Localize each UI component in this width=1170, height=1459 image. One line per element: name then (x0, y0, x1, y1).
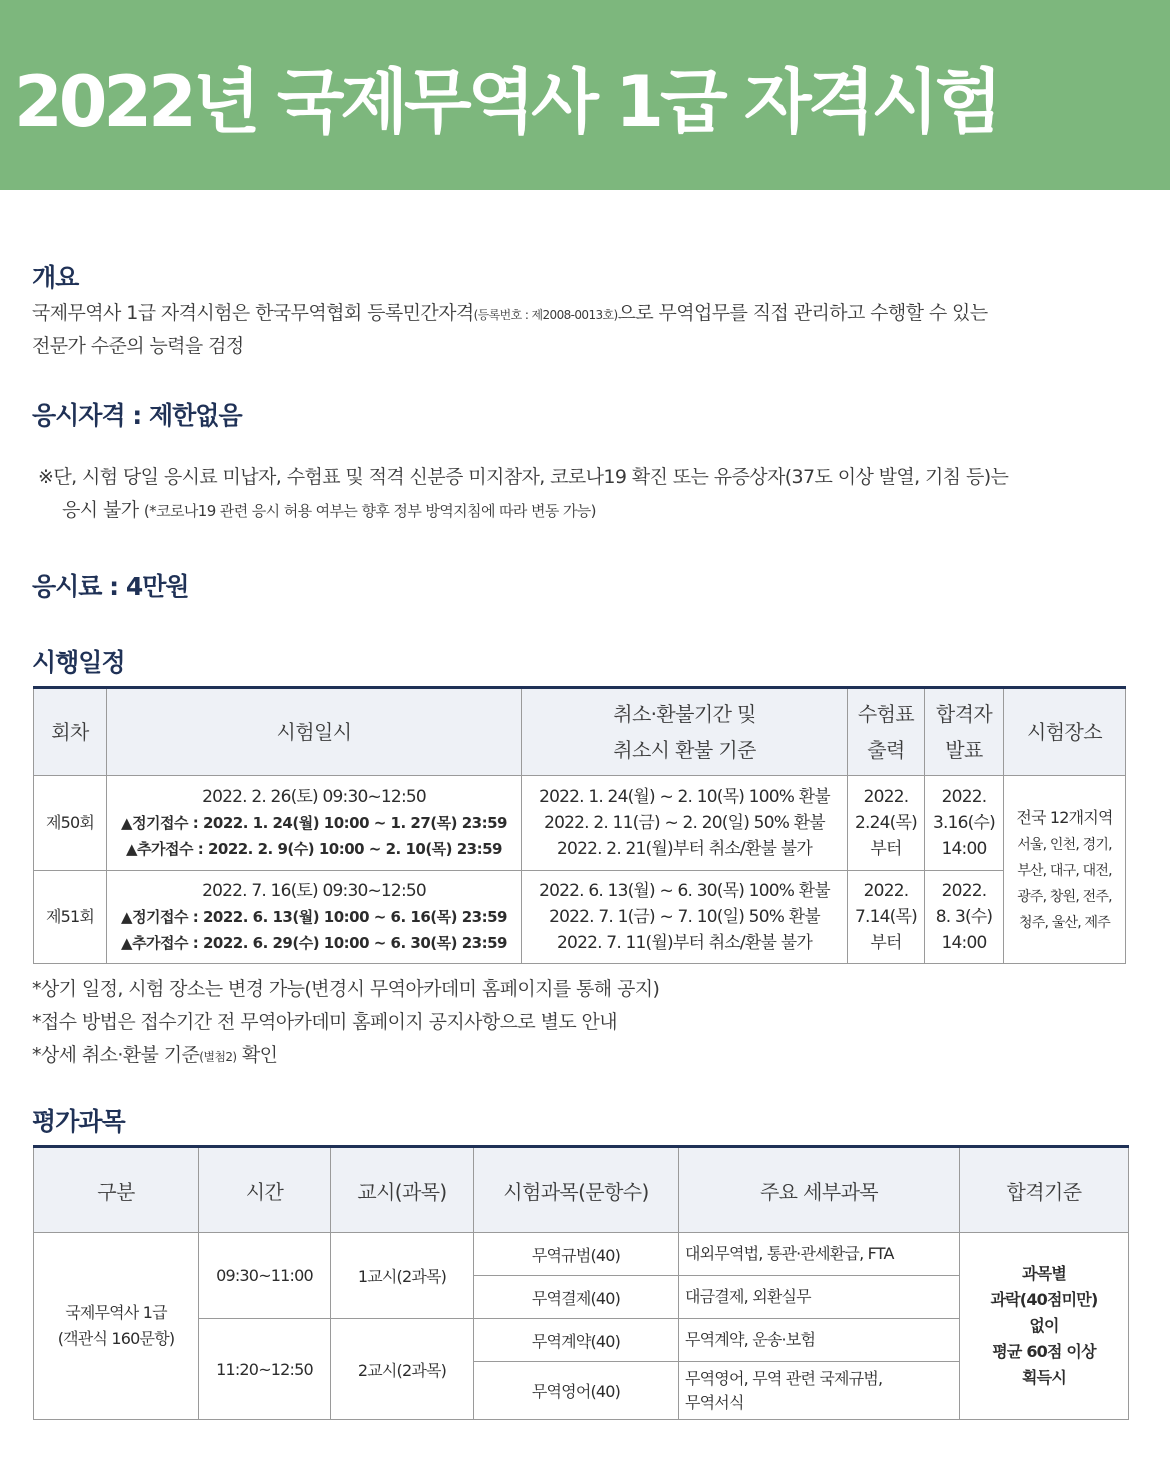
overview-line-1 (32, 298, 988, 325)
additional-registration: ▲추가접수 : 2022. 6. 29(수) 10:00 ~ 6. 30(목) 23:59 (121, 934, 507, 952)
session2-time: 11:20~12:50 (199, 1319, 331, 1420)
ticket-from: 부터 (870, 933, 902, 953)
header-result-line-2: 발표 (945, 738, 983, 762)
subject-cell: 무역영어(40) (474, 1362, 679, 1420)
attachment-label: (별첨2) (199, 1050, 237, 1064)
exam-datetime: 2022. 7. 16(토) 09:30~12:50 (202, 881, 426, 901)
overview-line-2: 전문가 수준의 능력을 검정 (32, 335, 244, 357)
criteria-line: 획득시 (1022, 1368, 1066, 1387)
criteria-line: 평균 60점 이상 (992, 1342, 1096, 1361)
header-round: 회차 (34, 688, 107, 776)
session1-label: 1교시(2과목) (331, 1233, 474, 1319)
header-category: 구분 (34, 1147, 199, 1233)
header-refund-line-1: 취소·환불기간 및 (613, 702, 756, 726)
result-year: 2022. (941, 881, 987, 901)
regular-registration: ▲정기접수 : 2022. 6. 13(월) 10:00 ~ 6. 16(목) 23:59 (121, 908, 507, 926)
schedule-note-3 (32, 1040, 277, 1067)
header-criteria: 합격기준 (960, 1147, 1129, 1233)
location-line: 서울, 인천, 경기, (1017, 836, 1112, 853)
exam-datetime: 2022. 2. 26(토) 09:30~12:50 (202, 787, 426, 807)
evaluation-header-row (34, 1147, 1129, 1233)
result-date: 3.16(수) (933, 813, 995, 833)
schedule-note-2: *접수 방법은 접수기간 전 무역아카데미 홈페이지 공지사항으로 별도 안내 (32, 1011, 618, 1033)
details-cell: 무역계약, 운송·보험 (679, 1319, 960, 1362)
eligibility-note-2-text: 응시 불가 (62, 499, 139, 521)
exam-cell (107, 871, 522, 964)
session2-label: 2교시(2과목) (331, 1319, 474, 1420)
refund-cell (522, 776, 848, 871)
location-line: 청주, 울산, 제주 (1019, 914, 1110, 931)
table-row (34, 776, 1126, 871)
round-cell: 제50회 (34, 776, 107, 871)
table-row (34, 871, 1126, 964)
header-details: 주요 세부과목 (679, 1147, 960, 1233)
refund-half: 2022. 7. 1(금) ~ 7. 10(일) 50% 환불 (549, 907, 820, 927)
ticket-year: 2022. (863, 881, 909, 901)
ticket-date: 7.14(목) (855, 907, 917, 927)
header-exam-datetime: 시험일시 (107, 688, 522, 776)
criteria-line: 과락(40점미만) (990, 1290, 1098, 1309)
ticket-cell (848, 871, 925, 964)
category-cell (34, 1233, 199, 1420)
ticket-cell (848, 776, 925, 871)
ticket-date: 2.24(목) (855, 813, 917, 833)
header-location: 시험장소 (1004, 688, 1126, 776)
header-ticket-line-1: 수험표 (857, 702, 915, 726)
header-refund-line-2: 취소시 환불 기준 (613, 738, 756, 762)
subject-cell: 무역결제(40) (474, 1276, 679, 1319)
exam-cell (107, 776, 522, 871)
details-line: 무역서식 (685, 1392, 744, 1412)
location-line: 광주, 창원, 전주, (1017, 888, 1112, 905)
page-title: 2022년 국제무역사 1급 자격시험 (14, 61, 999, 143)
overview-heading: 개요 (32, 263, 79, 292)
header-subject: 시험과목(문항수) (474, 1147, 679, 1233)
registration-number: (등록번호 : 제2008-0013호) (473, 308, 618, 322)
header-ticket (848, 688, 925, 776)
location-cell (1004, 776, 1126, 964)
details-cell: 대외무역법, 통관·관세환급, FTA (679, 1233, 960, 1276)
category-name: 국제무역사 1급 (65, 1303, 167, 1322)
header-result (925, 688, 1004, 776)
refund-cell (522, 871, 848, 964)
refund-none: 2022. 7. 11(월)부터 취소/환불 불가 (557, 933, 812, 953)
header-refund (522, 688, 848, 776)
result-year: 2022. (941, 787, 987, 807)
category-question-count: (객관식 160문항) (57, 1329, 175, 1348)
location-summary: 전국 12개지역 (1016, 807, 1113, 827)
schedule-heading: 시행일정 (32, 648, 125, 677)
schedule-note-1: *상기 일정, 시험 장소는 변경 가능(변경시 무역아카데미 홈페이지를 통해 공지) (32, 978, 660, 1000)
subject-cell: 무역계약(40) (474, 1319, 679, 1362)
session1-time: 09:30~11:00 (199, 1233, 331, 1319)
criteria-cell (960, 1233, 1129, 1420)
criteria-line: 없이 (1029, 1316, 1059, 1335)
table-row (34, 1233, 1129, 1276)
header-time: 시간 (199, 1147, 331, 1233)
schedule-note-3-text: *상세 취소·환불 기준 (32, 1044, 200, 1066)
ticket-from: 부터 (870, 839, 902, 859)
overview-text-b: 으로 무역업무를 직접 관리하고 수행할 수 있는 (617, 302, 988, 324)
round-cell: 제51회 (34, 871, 107, 964)
refund-full: 2022. 1. 24(월) ~ 2. 10(목) 100% 환불 (539, 787, 830, 807)
schedule-note-3-end: 확인 (236, 1044, 278, 1066)
schedule-header-row (34, 688, 1126, 776)
overview-text-a: 국제무역사 1급 자격시험은 한국무역협회 등록민간자격 (32, 302, 474, 324)
result-cell (925, 871, 1004, 964)
refund-full: 2022. 6. 13(월) ~ 6. 30(목) 100% 환불 (539, 881, 830, 901)
location-line: 부산, 대구, 대전, (1017, 862, 1112, 879)
details-cell: 대금결제, 외환실무 (679, 1276, 960, 1319)
additional-registration: ▲추가접수 : 2022. 2. 9(수) 10:00 ~ 2. 10(목) 23:59 (126, 840, 502, 858)
evaluation-heading: 평가과목 (32, 1107, 125, 1136)
refund-half: 2022. 2. 11(금) ~ 2. 20(일) 50% 환불 (544, 813, 825, 833)
header-ticket-line-2: 출력 (867, 738, 905, 762)
header-result-line-1: 합격자 (935, 702, 993, 726)
refund-none: 2022. 2. 21(월)부터 취소/환불 불가 (557, 839, 812, 859)
ticket-year: 2022. (863, 787, 909, 807)
schedule-table (33, 686, 1126, 964)
fee-heading: 응시료 : 4만원 (32, 572, 189, 601)
eligibility-note-2 (62, 495, 596, 522)
title-banner (0, 0, 1170, 190)
covid-note: (*코로나19 관련 응시 허용 여부는 향후 정부 방역지침에 따라 변동 가능) (143, 502, 596, 520)
subject-cell: 무역규범(40) (474, 1233, 679, 1276)
result-date: 8. 3(수) (935, 907, 993, 927)
result-cell (925, 776, 1004, 871)
details-line: 무역영어, 무역 관련 국제규범, (685, 1368, 883, 1388)
evaluation-table (33, 1145, 1129, 1420)
eligibility-heading: 응시자격 : 제한없음 (32, 401, 242, 430)
criteria-line: 과목별 (1022, 1264, 1066, 1283)
eligibility-note-1: ※단, 시험 당일 응시료 미납자, 수험표 및 적격 신분증 미지참자, 코로나19 확진 또는 유증상자(37도 이상 발열, 기침 등)는 (38, 466, 1009, 488)
regular-registration: ▲정기접수 : 2022. 1. 24(월) 10:00 ~ 1. 27(목) 23:59 (121, 814, 507, 832)
details-cell (679, 1362, 960, 1420)
header-session: 교시(과목) (331, 1147, 474, 1233)
result-time: 14:00 (941, 839, 987, 859)
result-time: 14:00 (941, 933, 987, 953)
